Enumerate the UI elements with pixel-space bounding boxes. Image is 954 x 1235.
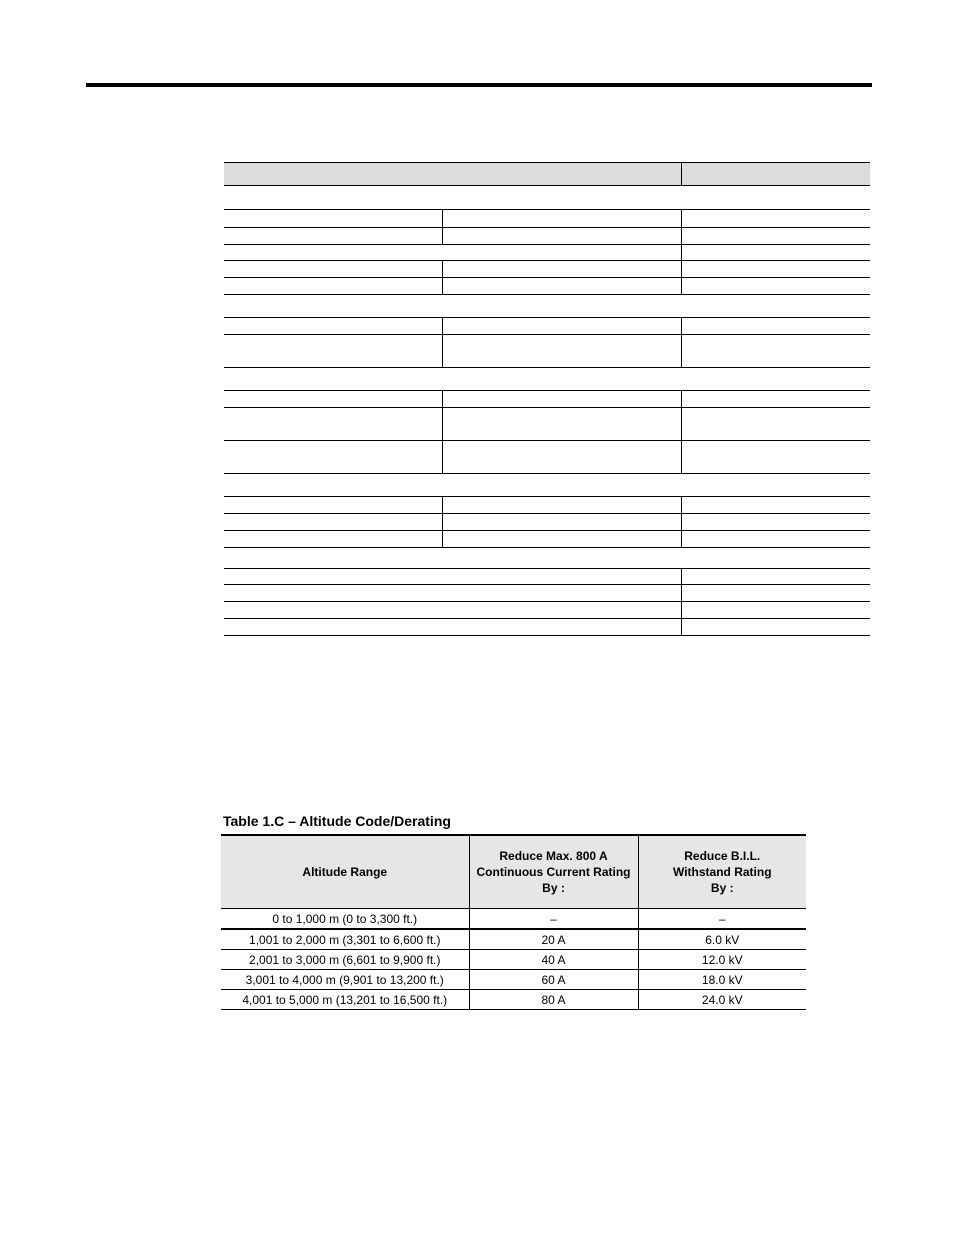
table-rule [224,635,870,636]
table-rule [224,618,870,619]
cell-current: 20 A [469,929,638,950]
cell-bil: 6.0 kV [638,929,806,950]
table-column-divider [442,260,443,294]
cell-altitude: 2,001 to 3,000 m (6,601 to 9,900 ft.) [221,950,469,970]
specification-table [224,162,870,636]
table-rule [224,277,870,278]
table-rule [224,584,870,585]
altitude-derating-table [221,834,806,1010]
cell-altitude: 4,001 to 5,000 m (13,201 to 16,500 ft.) [221,990,469,1010]
table-rule [224,185,870,186]
table-row [221,909,806,930]
header-current-line-1: Reduce Max. 800 A [499,849,608,863]
table-column-divider [681,209,682,294]
table-row [221,990,806,1010]
table-rule [224,407,870,408]
table-column-divider [681,496,682,547]
table-rule [224,209,870,210]
cell-altitude: 3,001 to 4,000 m (9,901 to 13,200 ft.) [221,970,469,990]
table-rule [224,227,870,228]
table-rule [224,244,870,245]
table-rule [224,473,870,474]
table-title: Table 1.C – Altitude Code/Derating [223,813,451,829]
header-bil-rating [638,835,806,909]
cell-bil: 24.0 kV [638,990,806,1010]
table-column-divider [442,390,443,473]
cell-altitude: 0 to 1,000 m (0 to 3,300 ft.) [221,909,469,930]
header-bil-line-3: By : [710,881,734,895]
cell-current: 40 A [469,950,638,970]
table-rule [224,547,870,548]
table-column-divider [442,209,443,244]
table-rule [224,601,870,602]
table-column-divider [442,496,443,547]
cell-bil: 12.0 kV [638,950,806,970]
cell-bil: 18.0 kV [638,970,806,990]
cell-altitude: 1,001 to 2,000 m (3,301 to 6,600 ft.) [221,929,469,950]
table-rule [224,317,870,318]
table-rule [224,390,870,391]
cell-current: – [469,909,638,930]
header-rule [86,83,872,87]
table-column-divider [442,317,443,367]
table-column-divider [681,568,682,636]
table-header-row [221,835,806,909]
table-column-divider [681,390,682,473]
table-row [221,929,806,950]
table-rule [224,334,870,335]
cell-current: 60 A [469,970,638,990]
table-rule [224,367,870,368]
table-rule [224,162,870,163]
table-rule [224,568,870,569]
header-current-rating [469,835,638,909]
header-altitude-range: Altitude Range [221,835,469,909]
header-current-line-2: Continuous Current Rating [476,865,631,879]
table-column-divider [681,317,682,367]
header-current-line-3: By : [542,881,565,895]
table-row [221,950,806,970]
header-bil-line-1: Reduce B.I.L. [684,849,761,863]
table-rule [224,530,870,531]
table-rule [224,440,870,441]
table-rule [224,260,870,261]
table-rule [224,496,870,497]
header-bil-line-2: Withstand Rating [672,865,772,879]
cell-current: 80 A [469,990,638,1010]
cell-bil: – [638,909,806,930]
table-column-divider [681,162,682,185]
table-row [221,970,806,990]
table-rule [224,513,870,514]
table-header-shade [224,162,870,185]
table-rule [224,294,870,295]
